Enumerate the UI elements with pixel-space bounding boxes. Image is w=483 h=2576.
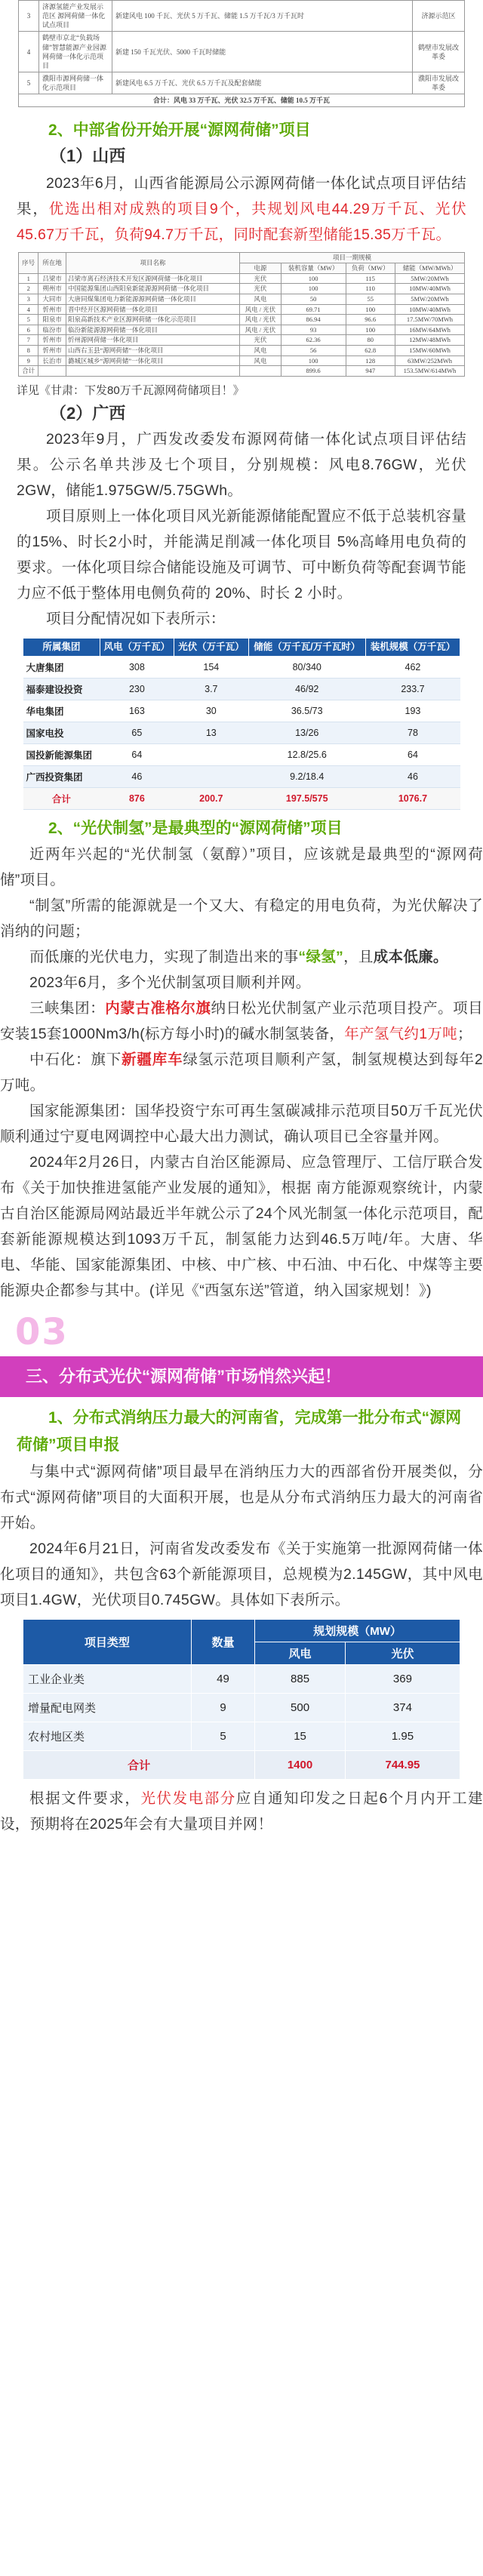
table-row bbox=[19, 294, 465, 304]
table-cell: 899.6 bbox=[281, 366, 346, 377]
table-total-row bbox=[19, 94, 465, 107]
table-cell: 86.94 bbox=[281, 315, 346, 325]
table-cell: 福泰建设投资 bbox=[23, 678, 100, 700]
table-cell: 885 bbox=[255, 1664, 346, 1693]
hn-col-pv: 光伏 bbox=[345, 1642, 460, 1664]
table-cell: 230 bbox=[100, 678, 174, 700]
sx-col-city: 所在地 bbox=[38, 253, 66, 273]
hydrogen-p5-red: 内蒙古准格尔旗 bbox=[105, 999, 211, 1017]
table-cell: 13 bbox=[174, 722, 248, 743]
table-cell: 吕梁市 bbox=[38, 273, 66, 284]
table-cell: 308 bbox=[100, 656, 174, 678]
table-cell: 大同市 bbox=[38, 294, 66, 304]
table-cell: 长治市 bbox=[38, 355, 66, 366]
table-cell: 3 bbox=[19, 1, 39, 32]
hydrogen-p2: “制氢”所需的能源就是一个又大、有稳定的用电负荷，为光伏解决了消纳的问题； bbox=[0, 897, 483, 940]
table-cell: 吕梁市离石经济技术开发区源网荷储一体化项目 bbox=[66, 273, 239, 284]
table-cell: 忻州市 bbox=[38, 304, 66, 315]
table-cell: 大唐集团 bbox=[23, 656, 100, 678]
table-cell: 9 bbox=[19, 355, 38, 366]
table-cell: 10MW/40MWh bbox=[395, 284, 464, 294]
table-row bbox=[23, 700, 460, 722]
table-row bbox=[19, 72, 465, 94]
table-cell: 3.7 bbox=[174, 678, 248, 700]
hn-col-wind: 风电 bbox=[255, 1642, 346, 1664]
table-cell: 2 bbox=[19, 284, 38, 294]
table-cell: 大唐同煤集团电力新能源源网荷储一体化项目 bbox=[66, 294, 239, 304]
gx-col-header: 储能（万千瓦/万千瓦时） bbox=[248, 638, 365, 656]
table-cell: 369 bbox=[345, 1664, 460, 1693]
guangxi-para1: 2023年9月，广西发改委发布源网荷储一体化试点项目评估结果。公示名单共涉及七个项目，分别规模：风电8.76GW，光伏2GW，储能1.975GW/5.75GWh。 bbox=[17, 430, 466, 499]
table-cell: 62.36 bbox=[281, 335, 346, 346]
table-cell: 80 bbox=[346, 335, 395, 346]
table-cell: 10MW/40MWh bbox=[395, 304, 464, 315]
table-cell: 62.8 bbox=[346, 346, 395, 356]
table-row bbox=[19, 355, 465, 366]
table-cell: 193 bbox=[365, 700, 460, 722]
sx-col-storage: 储能（MW/MWh） bbox=[395, 263, 464, 274]
table-cell: 广西投资集团 bbox=[23, 765, 100, 787]
table-cell: 风电 bbox=[240, 346, 281, 356]
henan-title: 1、分布式消纳压力最大的河南省，完成第一批分布式“源网荷储”项目申报 bbox=[17, 1408, 462, 1454]
table-cell: 154 bbox=[174, 656, 248, 678]
table-cell: 1 bbox=[19, 273, 38, 284]
table-cell: 69.71 bbox=[281, 304, 346, 315]
hydrogen-p5-pre: 三峡集团： bbox=[29, 999, 106, 1017]
table-cell: 新建风电 6.5 万千瓦、光伏 6.5 万千瓦及配套储能 bbox=[112, 72, 413, 94]
hydrogen-p6 bbox=[0, 1047, 483, 1098]
hydrogen-p3 bbox=[0, 944, 483, 970]
table-row bbox=[23, 1693, 460, 1722]
table-row bbox=[23, 1722, 460, 1750]
hydrogen-p5-post: 纳日松光伏制氢产业示范项目投产。项目安装15套1000Nm3/h(标方每小时)的碱水制氢装备， bbox=[0, 999, 483, 1042]
sx-col-source: 电源 bbox=[240, 263, 281, 274]
table-cell: 15MW/60MWh bbox=[395, 346, 464, 356]
table-cell: 17.5MW/70MWh bbox=[395, 315, 464, 325]
table-cell: 农村地区类 bbox=[23, 1722, 192, 1750]
guangxi-para3: 项目分配情况如下表所示： bbox=[46, 610, 226, 627]
table-total-row bbox=[19, 366, 465, 377]
table-row bbox=[23, 1664, 460, 1693]
table-total-cell: 合计：风电 33 万千瓦、光伏 32.5 万千瓦、储能 10.5 万千瓦 bbox=[19, 94, 465, 107]
table-cell bbox=[38, 366, 66, 377]
table-row bbox=[19, 273, 465, 284]
henan-p3-red: 光伏发电部分 bbox=[140, 1790, 236, 1807]
table-cell: 4 bbox=[19, 304, 38, 315]
henan-summary-table bbox=[23, 1619, 460, 1780]
table-cell: 46/92 bbox=[248, 678, 365, 700]
hn-col-count: 数量 bbox=[191, 1619, 254, 1664]
table-cell: 济源氢能产业发展示范区 源网荷储一体化试点项目 bbox=[39, 1, 112, 32]
hydrogen-p1: 近两年兴起的“光伏制氢（氨醇）”项目，应该就是最典型的“源网荷储”项目。 bbox=[0, 845, 483, 888]
table-cell: 中国能源集团山西阳泉新能源源网荷储一体化项目 bbox=[66, 284, 239, 294]
shanxi-para-text: 2023年6月，山西省能源局公示源网荷储一体化试点项目评估结果， bbox=[17, 175, 466, 218]
hydrogen-p7: 国家能源集团：国华投资宁东可再生氢碳减排示范项目50万千瓦光伏顺利通过宁夏电网调控中心最大出力测试，确认项目已全容量并网。 bbox=[0, 1102, 483, 1145]
table-cell: 110 bbox=[346, 284, 395, 294]
table-cell: 100 bbox=[281, 273, 346, 284]
table-cell: 忻州源网荷储一体化项目 bbox=[66, 335, 239, 346]
table-cell: 12MW/48MWh bbox=[395, 335, 464, 346]
table-cell: 5 bbox=[19, 72, 39, 94]
table-cell: 100 bbox=[346, 304, 395, 315]
table-cell: 93 bbox=[281, 325, 346, 335]
table-row bbox=[19, 346, 465, 356]
guangxi-heading: （2）广西 bbox=[50, 403, 126, 423]
table-cell: 阳泉市 bbox=[38, 315, 66, 325]
hydrogen-p3-bold: 成本低廉。 bbox=[373, 948, 448, 965]
table-cell: 49 bbox=[191, 1664, 254, 1693]
table-cell: 96.6 bbox=[346, 315, 395, 325]
henan-p3 bbox=[0, 1786, 483, 1837]
table-cell: 增量配电网类 bbox=[23, 1693, 192, 1722]
gx-col-header: 装机规模（万千瓦） bbox=[365, 638, 460, 656]
shanxi-para-highlight: 优选出相对成熟的项目9个，共规划风电44.29万千瓦、光伏45.67万千瓦，负荷94.7万千瓦，同时配套新型储能15.35万千瓦。 bbox=[17, 201, 467, 244]
guangxi-para2: 项目原则上一体化项目风光新能源储能配置应不低于总装机容量的15%、时长2小时，并能满足削减一体化项目 5%高峰用电负荷的要求。一体化项目综合储能设施及可调节、可中断负荷等配套调节能力应不低于整体用电侧负荷的 20%、时长 2 小时。 bbox=[17, 507, 466, 602]
hydrogen-p3-text: 而低廉的光伏电力，实现了制造出来的事 bbox=[29, 948, 299, 965]
hydrogen-p8: 2024年2月26日，内蒙古自治区能源局、应急管理厅、工信厅联合发布《关于加快推进氢能产业发展的通知》，根据 南方能源观察统计，内蒙古自治区能源局网站最近半年就公示了24个风光制氢一体化示范项目，配套新能源规模达到1093万千瓦，制氢能力达到46.5万吨/年。大唐、华电、华能、国家能源集团、中核、中广核、中石油、中石化、中煤等主要能源央企都参与其中。(详见《“西氢东送”管道，纳入国家规划！》) bbox=[0, 1153, 483, 1299]
table-cell: 濮阳市源网荷储一体化示范项目 bbox=[39, 72, 112, 94]
sx-col-capacity: 装机容量（MW） bbox=[281, 263, 346, 274]
table-cell: 工业企业类 bbox=[23, 1664, 192, 1693]
sx-col-name: 项目名称 bbox=[66, 253, 239, 273]
table-cell: 光伏 bbox=[240, 284, 281, 294]
table-cell: 风电 / 光伏 bbox=[240, 325, 281, 335]
table-cell: 1.95 bbox=[345, 1722, 460, 1750]
table-cell: 744.95 bbox=[345, 1750, 460, 1779]
table-cell: 374 bbox=[345, 1693, 460, 1722]
table-cell: 7 bbox=[19, 335, 38, 346]
table-cell: 潞城区城乡“源网荷储”一体化项目 bbox=[66, 355, 239, 366]
table-cell: 115 bbox=[346, 273, 395, 284]
table-cell: 15 bbox=[255, 1722, 346, 1750]
table-cell: 1076.7 bbox=[365, 787, 460, 809]
henan-p3-pre: 根据文件要求， bbox=[29, 1790, 141, 1807]
table-cell: 5 bbox=[191, 1722, 254, 1750]
table-cell: 华电集团 bbox=[23, 700, 100, 722]
table-cell: 500 bbox=[255, 1693, 346, 1722]
table-cell: 光伏 bbox=[240, 273, 281, 284]
sx-col-load: 负荷（MW） bbox=[346, 263, 395, 274]
hydrogen-p5 bbox=[0, 996, 483, 1047]
table-cell: 国投新能源集团 bbox=[23, 743, 100, 765]
table-total-row bbox=[23, 1750, 460, 1779]
table-cell: 50 bbox=[281, 294, 346, 304]
table-cell: 朔州市 bbox=[38, 284, 66, 294]
table-cell: 100 bbox=[346, 325, 395, 335]
shanxi-heading: （1）山西 bbox=[50, 146, 126, 166]
table-cell: 947 bbox=[346, 366, 395, 377]
table-cell: 忻州市 bbox=[38, 346, 66, 356]
hydrogen-p5-end: ； bbox=[457, 1025, 472, 1042]
table-cell: 阳泉高新技术产业区源网荷储一体化示范项目 bbox=[66, 315, 239, 325]
hn-col-super: 规划规模（MW） bbox=[255, 1619, 460, 1642]
table-cell: 64 bbox=[100, 743, 174, 765]
table-cell: 128 bbox=[346, 355, 395, 366]
table-cell bbox=[174, 765, 248, 787]
table-cell: 163 bbox=[100, 700, 174, 722]
henan-p2: 2024年6月21日，河南省发改委发布《关于实施第一批源网荷储一体化项目的通知》，共包含63个新能源项目，总规模为2.145GW，其中风电项目1.4GW，光伏项目0.745GW。具体如下表所示。 bbox=[0, 1540, 483, 1608]
table-cell: 风电 / 光伏 bbox=[240, 315, 281, 325]
henan-p3-post: 应自通知印发之日起6个月内开工建设，预期将在2025年会有大量项目并网！ bbox=[0, 1790, 483, 1833]
table-cell: 80/340 bbox=[248, 656, 365, 678]
table-cell: 国家电投 bbox=[23, 722, 100, 743]
table-cell: 晋中经开区源网荷储一体化项目 bbox=[66, 304, 239, 315]
table-row bbox=[19, 315, 465, 325]
table-cell: 63MW/252MWh bbox=[395, 355, 464, 366]
table-cell: 风电 bbox=[240, 355, 281, 366]
table-row bbox=[19, 335, 465, 346]
table-cell: 233.7 bbox=[365, 678, 460, 700]
table-row bbox=[23, 765, 460, 787]
shanxi-paragraph bbox=[17, 171, 466, 248]
table-cell: 16MW/64MWh bbox=[395, 325, 464, 335]
table-row bbox=[19, 1, 465, 32]
table-cell: 462 bbox=[365, 656, 460, 678]
table-cell: 济源示范区 bbox=[413, 1, 465, 32]
table-cell: 合计 bbox=[23, 1750, 255, 1779]
table-cell: 55 bbox=[346, 294, 395, 304]
table-row bbox=[23, 722, 460, 743]
table-cell: 30 bbox=[174, 700, 248, 722]
table-cell: 876 bbox=[100, 787, 174, 809]
table-cell: 1400 bbox=[255, 1750, 346, 1779]
sx-col-no: 序号 bbox=[19, 253, 38, 273]
gx-col-header: 所属集团 bbox=[23, 638, 100, 656]
table-cell bbox=[240, 366, 281, 377]
table-cell: 4 bbox=[19, 32, 39, 72]
table-cell: 3 bbox=[19, 294, 38, 304]
table-cell: 临汾新能源源网荷储一体化项目 bbox=[66, 325, 239, 335]
sx-col-super: 项目一期规模 bbox=[240, 253, 465, 263]
hydrogen-p4: 2023年6月，多个光伏制氢项目顺利并网。 bbox=[29, 974, 311, 991]
table-cell: 36.5/73 bbox=[248, 700, 365, 722]
hydrogen-p5-red2: 年产氢气约1万吨 bbox=[344, 1025, 457, 1042]
gx-col-header: 风电（万千瓦） bbox=[100, 638, 174, 656]
table-cell: 光伏 bbox=[240, 335, 281, 346]
table-cell: 46 bbox=[100, 765, 174, 787]
table-cell: 12.8/25.6 bbox=[248, 743, 365, 765]
table-cell: 56 bbox=[281, 346, 346, 356]
table-row bbox=[23, 678, 460, 700]
table-cell: 64 bbox=[365, 743, 460, 765]
table-cell: 山西右玉县“源网荷储”一体化项目 bbox=[66, 346, 239, 356]
hydrogen-p3-green: “绿氢” bbox=[298, 948, 344, 965]
table-cell bbox=[66, 366, 239, 377]
gx-col-header: 光伏（万千瓦） bbox=[174, 638, 248, 656]
table-row bbox=[23, 656, 460, 678]
table-cell: 65 bbox=[100, 722, 174, 743]
table-total-row bbox=[23, 787, 460, 809]
table-row bbox=[19, 304, 465, 315]
section-title-pv-hydrogen: 2、“光伏制氢”是最典型的“源网荷储”项目 bbox=[48, 819, 343, 837]
table-cell: 濮阳市发展改革委 bbox=[413, 72, 465, 94]
table-cell: 新建 150 千瓦光伏、5000 千瓦时储能 bbox=[112, 32, 413, 72]
henan-project-table-fragment bbox=[18, 0, 465, 107]
table-cell: 197.5/575 bbox=[248, 787, 365, 809]
table-row bbox=[19, 32, 465, 72]
table-cell: 鹤壁市京北“负载场储”智慧能源产业园源网荷储一体化示范项目 bbox=[39, 32, 112, 72]
table-row bbox=[19, 284, 465, 294]
table-cell: 5MW/20MWh bbox=[395, 294, 464, 304]
hydrogen-p6-pre: 中石化：旗下 bbox=[29, 1051, 122, 1068]
table-cell: 风电 / 光伏 bbox=[240, 304, 281, 315]
table-cell bbox=[174, 743, 248, 765]
section-number-text: 03 bbox=[15, 1310, 69, 1353]
section-number bbox=[0, 1311, 483, 1356]
table-cell: 100 bbox=[281, 355, 346, 366]
table-row bbox=[19, 325, 465, 335]
table-cell: 46 bbox=[365, 765, 460, 787]
hn-col-type: 项目类型 bbox=[23, 1619, 192, 1664]
table-cell: 5MW/20MWh bbox=[395, 273, 464, 284]
table-cell: 合计 bbox=[23, 787, 100, 809]
section-banner: 三、分布式光伏“源网荷储”市场悄然兴起！ bbox=[0, 1356, 483, 1397]
table-cell: 13/26 bbox=[248, 722, 365, 743]
table-cell: 合计 bbox=[19, 366, 38, 377]
table-cell: 新建风电 100 千瓦、光伏 5 万千瓦、储能 1.5 万千瓦/3 万千瓦时 bbox=[112, 1, 413, 32]
table-cell: 153.5MW/614MWh bbox=[395, 366, 464, 377]
hydrogen-p6-post: 绿氢示范项目顺利产氢，制氢规模达到每年2万吨。 bbox=[0, 1051, 483, 1094]
table-cell: 78 bbox=[365, 722, 460, 743]
table-cell: 临汾市 bbox=[38, 325, 66, 335]
guangxi-project-table bbox=[23, 638, 460, 810]
shanxi-note[interactable]: 详见《甘肃：下发80万千瓦源网荷储项目！》 bbox=[17, 383, 245, 397]
table-cell: 9.2/18.4 bbox=[248, 765, 365, 787]
table-cell: 忻州市 bbox=[38, 335, 66, 346]
table-cell: 鹤壁市发展改革委 bbox=[413, 32, 465, 72]
table-cell: 5 bbox=[19, 315, 38, 325]
table-cell: 100 bbox=[281, 284, 346, 294]
table-cell: 9 bbox=[191, 1693, 254, 1722]
table-cell: 8 bbox=[19, 346, 38, 356]
table-cell: 风电 bbox=[240, 294, 281, 304]
section-title-central-provinces: 2、中部省份开始开展“源网荷储”项目 bbox=[48, 122, 311, 140]
hydrogen-p6-red: 新疆库车 bbox=[122, 1051, 183, 1068]
shanxi-project-table bbox=[18, 252, 465, 377]
table-row bbox=[23, 743, 460, 765]
henan-p1: 与集中式“源网荷储”项目最早在消纳压力大的西部省份开展类似，分布式“源网荷储”项目的大面积开展，也是从分布式消纳压力最大的河南省开始。 bbox=[0, 1463, 483, 1531]
table-cell: 6 bbox=[19, 325, 38, 335]
hydrogen-p3-mid: ，且 bbox=[343, 948, 374, 965]
table-cell: 200.7 bbox=[174, 787, 248, 809]
